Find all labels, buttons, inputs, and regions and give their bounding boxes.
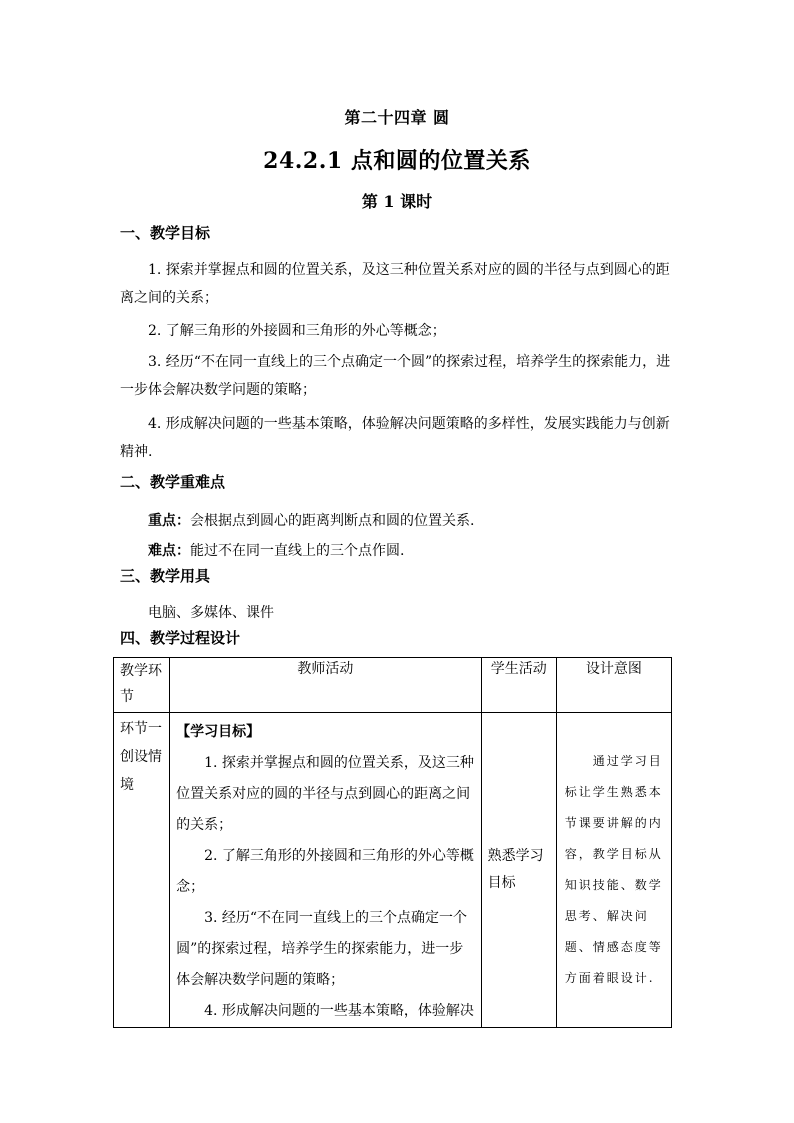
header-design: 设计意图 [556, 658, 671, 713]
teacher-title: 【学习目标】 [176, 724, 261, 740]
student-cell: 熟悉学习目标 [481, 713, 556, 1028]
goal-item-1: 1. 探索并掌握点和圆的位置关系，及这三种位置关系对应的圆的半径与点到圆心的距离之间的关系； [120, 262, 670, 306]
teacher-item-2: 2. 了解三角形的外接圆和三角形的外心等概念； [176, 848, 474, 895]
tools-heading: 三、教学用具 [120, 567, 211, 585]
header-teacher: 教师活动 [170, 658, 482, 713]
key-point [148, 510, 474, 530]
chapter-heading: 第二十四章 圆 [344, 108, 450, 127]
page-title: 24.2.1 点和圆的位置关系 [263, 148, 531, 174]
design-cell: 通过学习目标让学生熟悉本节课要讲解的内容，教学目标从知识技能、数学思考、解决问题、情感态度等方面着眼设计. [556, 713, 671, 1028]
difficult-point [148, 540, 404, 560]
goal-item-2: 2. 了解三角形的外接圆和三角形的外心等概念； [148, 323, 446, 339]
stage-cell: 环节一创设情境 [114, 713, 170, 1028]
tools-text: 电脑、多媒体、课件 [148, 605, 274, 621]
difficult-label: 难点： [148, 543, 190, 559]
table-row [114, 713, 672, 1028]
keypoints-heading: 二、教学重难点 [120, 473, 226, 491]
header-stage: 教学环节 [114, 658, 170, 713]
lesson-plan-table [113, 657, 672, 1028]
table-header-row [114, 658, 672, 713]
difficult-text: 能过不在同一直线上的三个点作圆. [190, 543, 405, 559]
lesson-heading: 第 1 课时 [361, 192, 433, 211]
header-student: 学生活动 [481, 658, 556, 713]
teacher-cell [170, 713, 482, 1028]
process-heading: 四、教学过程设计 [120, 629, 241, 647]
key-label: 重点： [148, 513, 190, 529]
goal-item-3: 3. 经历“不在同一直线上的三个点确定一个圆”的探索过程，培养学生的探索能力，进一步体会解决数学问题的策略； [120, 354, 671, 398]
teacher-item-4: 4. 形成解决问题的一些基本策略，体验解决 [204, 1003, 474, 1019]
teacher-item-3: 3. 经历“不在同一直线上的三个点确定一个圆”的探索过程，培养学生的探索能力，进一步体会解决数学问题的策略； [176, 910, 468, 988]
goals-heading: 一、教学目标 [120, 224, 211, 242]
key-text: 会根据点到圆心的距离判断点和圆的位置关系. [190, 513, 475, 529]
goal-item-4: 4. 形成解决问题的一些基本策略，体验解决问题策略的多样性，发展实践能力与创新精神. [120, 416, 670, 460]
teacher-item-1: 1. 探索并掌握点和圆的位置关系，及这三种位置关系对应的圆的半径与点到圆心的距离之间的关系； [176, 755, 474, 833]
